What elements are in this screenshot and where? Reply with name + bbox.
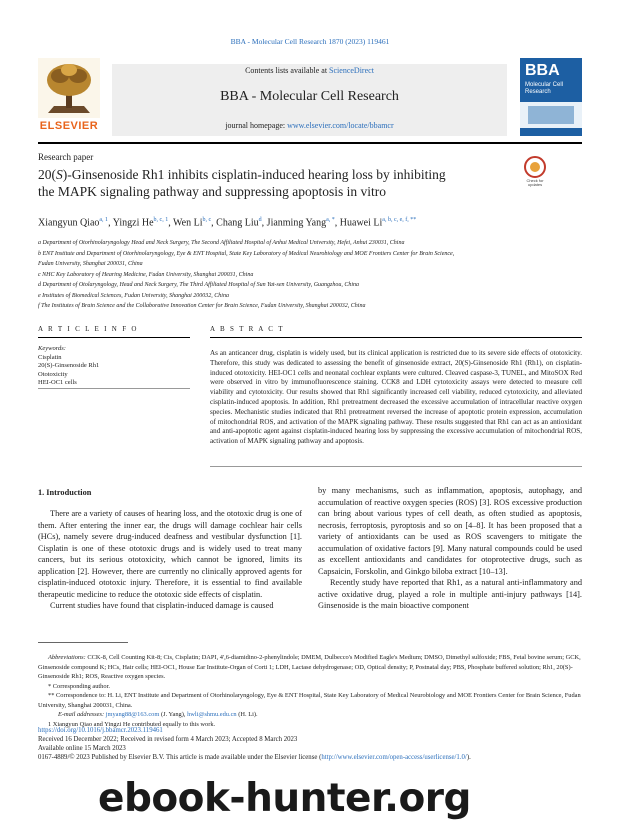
article-info-rule [38, 337, 190, 338]
author-name[interactable]: Wen Li [173, 217, 203, 229]
journal-citation-header[interactable]: BBA - Molecular Cell Research 1870 (2023) 119461 [230, 37, 390, 46]
author-list: Xiangyun Qiao$^{a, 1}$, Yingzi He$^{b, c, 1}$, Wen Li$^{b, c}$, Chang Liu$^d$, Jianming Yang$^{a, *}$, Huawei $Li^{a, b, c, e, f, **}$ [38, 217, 417, 229]
keyword: HEI-OC1 cells [38, 379, 77, 386]
affiliation-line: d Department of Otolaryngology, Head and Neck Surgery, The Third Affiliated Hospital of Sun Yat-sen University, Guangzhou, China [38, 282, 360, 288]
check-for-updates-button[interactable] [523, 156, 547, 186]
watermark: ebook-hunter.org [98, 776, 471, 821]
contents-line: Contents lists available at ScienceDirect [245, 66, 374, 75]
author-name[interactable]: Chang Liu [216, 217, 259, 229]
available-online: Available online 15 March 2023 [38, 745, 126, 752]
intro-heading: 1. Introduction [38, 488, 92, 497]
affiliation-line: c NHC Key Laboratory of Hearing Medicine, Fudan University, Shanghai 200031, China [38, 271, 254, 278]
affiliations [38, 238, 598, 312]
author-name[interactable]: Huawei Li [339, 217, 383, 229]
abstract-rule [210, 337, 582, 338]
equal-contribution-note: 1 Xiangyun Qiao and Yingzi He contributed equally to this work. [48, 720, 216, 728]
check-updates-label: Check for updates [526, 178, 544, 187]
email-link[interactable]: jmyang88@163.com [105, 711, 160, 718]
author-name[interactable]: Jianming Yang [266, 217, 327, 229]
keyword: Ototoxicity [38, 370, 68, 378]
publication-info [38, 726, 598, 762]
received-dates: Received 16 December 2022; Received in revised form 4 March 2023; Accepted 8 March 2023 [38, 736, 298, 743]
author-name[interactable]: Yingzi He [112, 217, 154, 229]
body-paragraph: Recently study have reported that Rh1, as a natural anti-inflammatory and active oxidative drug, played a role in multiple anti-injury pathways [14]. Ginsenoside is the main bioactive component [318, 578, 582, 610]
keywords-block [38, 345, 188, 388]
email-addresses: E-mail addresses: jmyang88@163.com (J. Yang), hwli@shmu.edu.cn (H. Li). [58, 711, 258, 718]
abbreviations-footnote: Abbreviations: CCK-8, Cell Counting Kit-8; Cis, Cisplatin; DAPI, 4',6-diamidino-2-phenylindole; DMEM, Dulbecco's Modified Eagle's Medium; DMSO, Dimethyl sulfoxide; FBS, Fetal bovine serum; GCK, Ginsenoside compound K; HCs, Hair cells; HEI-OC1, House Ear Institute-Organ of Corti 1; LDH, Lactase dehydrogenase; OD, Optical density; P, Postnatal day; PBS, Phosphate buffered solution; Rh1, 20(S)-Ginsenoside Rh1; ROS, Reactive oxygen species. [38, 654, 581, 680]
journal-cover-thumbnail [520, 58, 582, 136]
footnotes [38, 653, 582, 729]
author-name[interactable]: Xiangyun Qiao [38, 217, 100, 229]
author-affiliation-marks[interactable]: a, b, c, e, f, ** [382, 217, 417, 223]
journal-homepage-link[interactable]: www.elsevier.com/locate/bbamcr [287, 121, 394, 130]
keyword: 20(S)-Ginsenoside Rh1 [38, 362, 100, 369]
doi-link[interactable]: https://doi.org/10.1016/j.bbamcr.2023.119461 [38, 727, 163, 734]
author-affiliation-marks[interactable]: d [258, 217, 262, 223]
author-affiliation-marks[interactable]: a, 1 [99, 217, 109, 223]
body-paragraph: Current studies have found that cisplatin-induced damage is caused [50, 601, 274, 610]
keyword: Cisplatin [38, 353, 62, 361]
keywords-rule [38, 388, 190, 389]
body-left-column [38, 508, 302, 612]
abstract-bottom-rule [210, 466, 582, 467]
header-rule [38, 142, 582, 144]
article-title: 20(S)-Ginsenoside Rh1 inhibits cisplatin-induced hearing loss by inhibiting the MAPK signaling pathway and suppressing apoptosis in vitro [38, 167, 446, 199]
cover-image [528, 106, 574, 124]
body-paragraph: There are a variety of causes of hearing loss, and the ototoxic drug is one of them. After entering the inner ear, the drugs will damage cochlear hair cells (HCs), namely severe drug-induced deafness and vestibular dysfunction [1]. Cisplatin is one of these ototoxic drugs and is widely used to treat many cancers, but its serious ototoxicity, which cannot be ignored, limits its application [2]. However, there are currently no clinically approved agents for cisplatin-induced ototoxic injury. Therefore, it is essential to find available therapeutic medicine to reduce the ototoxic side effects of cisplatin. [38, 509, 302, 599]
footnote-rule [38, 642, 128, 643]
author-affiliation-marks[interactable]: b, c, 1 [153, 217, 169, 223]
body-right-column [318, 485, 582, 612]
license-line: 0167-4889/© 2023 Published by Elsevier B.V. This article is made available under the Elsevier license (http://www.elsevier.com/open-access/userlicense/1.0/). [38, 754, 471, 761]
journal-name: BBA - Molecular Cell Research [220, 89, 399, 104]
author-affiliation-marks[interactable]: b, c [202, 217, 212, 223]
article-type: Research paper [38, 152, 94, 162]
sciencedirect-link[interactable]: ScienceDirect [329, 66, 374, 75]
publisher-logo-text: ELSEVIER [39, 120, 99, 132]
affiliation-line: a Department of Otorhinolaryngology Head and Neck Surgery, The Second Affiliated Hospital of Anhui Medical University, Hefei, Anhui 230031, China [38, 240, 405, 246]
corresponding-author-note: * Corresponding author. [48, 682, 110, 690]
journal-banner [112, 64, 507, 136]
check-updates-icon [524, 156, 546, 178]
affiliation-line: f The Institutes of Brain Science and the Collaborative Innovation Center for Brain Science, Fudan University, Shanghai 200032, China [38, 303, 366, 309]
author-affiliation-marks[interactable]: a, * [326, 217, 335, 223]
abstract-text: As an anticancer drug, cisplatin is widely used, but its clinical application is restricted due to its severe side effects of ototoxicity. Therefore, this study was dedicated to assessing the benefit of ginsenoside extract, 20(S)-Ginsenoside Rh1 (Rh1), on cisplatin-induced ototoxicity. HEI-OC1 cells and neonatal cochlear explants were cultured. Cleaved caspase-3, TUNEL, and MitoSOX Red were observed in vitro by immunofluorescence staining. CCK8 and LDH cytotoxicity assays were detected to measure cell viability and cytotoxicity. Our results showed that Rh1 significantly increased cell viability, reduced cytotoxicity, and alleviated cisplatin-induced apoptosis. In addition, Rh1 pretreatment decreased the excessive accumulation of intracellular reactive oxygen species. Mechanistic studies indicated that Rh1 pretreatment reversed the increase of apoptotic protein expression, accumulation of mitochondrial ROS, and activation of the MAPK signaling pathway. These results suggested that Rh1 can act as an antioxidant and anti-apoptotic agent against cisplatin-induced hearing loss by suppressing the excessive accumulation of mitochondrial ROS, activation of MAPK signaling pathway and apoptosis. [210, 349, 582, 446]
license-link[interactable]: http://www.elsevier.com/open-access/userlicense/1.0/ [321, 754, 467, 761]
abstract-heading: A B S T R A C T [210, 325, 285, 333]
cover-title: BBA [525, 62, 560, 79]
homepage-line: journal homepage: www.elsevier.com/locate/bbamcr [225, 121, 394, 130]
body-paragraph: by many mechanisms, such as inflammation, apoptosis, autophagy, and accumulation of reactive oxygen species (ROS) [3]. ROS excessive production can bring about various types of cell death, as often studied as apoptosis, necrosis, ferroptosis, pyroptosis and so on [4–8]. It has been proposed that a variety of antioxidants can be used as ROS scavengers to mitigate the accumulation of oxidative factors [9]. Many natural compounds could be used as excellent antioxidants and candidates for otoprotective drugs, such as Capsaicin, Forskolin, and Ginkgo biloba extract [10–13]. [318, 486, 582, 576]
keywords-label: Keywords: [38, 345, 66, 352]
affiliation-line: Fudan University, Shanghai 200031, China [38, 261, 143, 267]
affiliation-line: b ENT Institute and Department of Otorhinolaryngology, Eye & ENT Hospital, State Key Laboratory of Medical Neurobiology and MOE Frontiers Center for Brain Science, [38, 250, 455, 257]
cover-subtitle: Molecular Cell Research [525, 82, 564, 95]
correspondence-note: ** Correspondence to: H. Li, ENT Institute and Department of Otorhinolaryngology, Eye & ENT Hospital, State Key Laboratory of Medical Neurobiology and MOE Frontiers Center for Brain Science, Fudan University, Shanghai 200031, China. [38, 692, 581, 709]
article-info-heading: A R T I C L E I N F O [38, 325, 139, 333]
affiliation-line: e Institutes of Biomedical Sciences, Fudan University, Shanghai 200032, China [38, 292, 229, 299]
email-link[interactable]: hwli@shmu.edu.cn [187, 711, 237, 718]
